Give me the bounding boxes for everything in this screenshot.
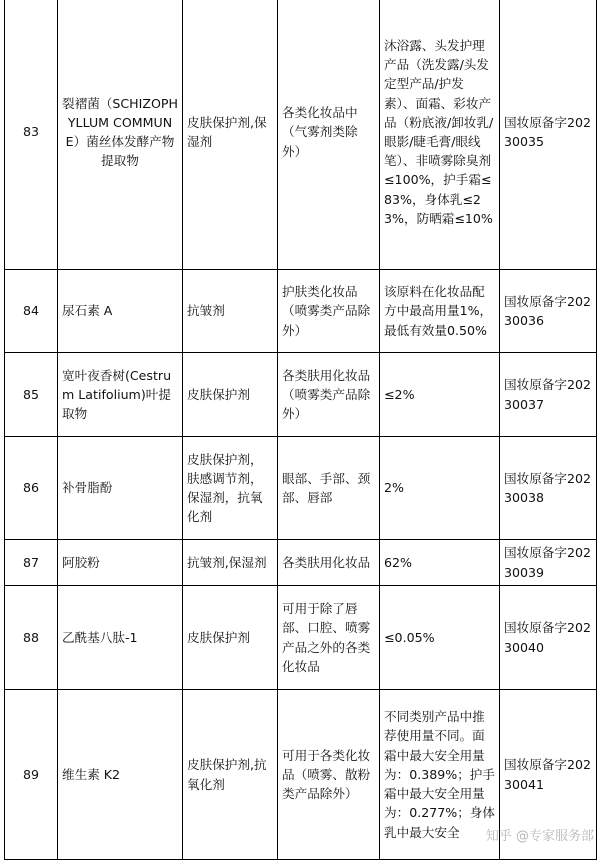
record-number: 国妆原备字20230035 <box>500 0 597 270</box>
usage-amount: ≤0.05% <box>380 586 500 690</box>
row-number: 89 <box>5 690 58 860</box>
ingredient-function: 皮肤保护剂，肤感调节剂，保湿剂，抗氧化剂 <box>183 437 278 540</box>
table-row <box>5 586 597 690</box>
row-number: 87 <box>5 540 58 586</box>
usage-scope: 各类化妆品中（气雾剂类除外） <box>278 0 380 270</box>
ingredient-table <box>4 0 597 860</box>
usage-scope: 眼部、手部、颈部、唇部 <box>278 437 380 540</box>
ingredient-name: 乙酰基八肽-1 <box>58 586 183 690</box>
ingredient-name: 维生素 K2 <box>58 690 183 860</box>
record-number: 国妆原备字20230038 <box>500 437 597 540</box>
usage-amount: 62% <box>380 540 500 586</box>
ingredient-function: 皮肤保护剂 <box>183 586 278 690</box>
usage-scope: 各类肤用化妆品 <box>278 540 380 586</box>
usage-amount: 不同类别产品中推荐使用量不同。面霜中最大安全用量为：0.389%；护手霜中最大安全用量为：0.277%；身体乳中最大安全 <box>380 690 500 860</box>
ingredient-name: 补骨脂酚 <box>58 437 183 540</box>
table-row <box>5 353 597 437</box>
row-number: 88 <box>5 586 58 690</box>
ingredient-function: 皮肤保护剂 <box>183 353 278 437</box>
table-row <box>5 540 597 586</box>
usage-amount: 沐浴露、头发护理产品（洗发露/头发定型产品/护发素）、面霜、彩妆产品（粉底液/卸妆乳/眼影/睫毛膏/眼线笔）、非喷雾除臭剂≤100%，护手霜≤83%，身体乳≤23%，防晒霜≤10% <box>380 0 500 270</box>
usage-scope: 可用于除了唇部、口腔、喷雾产品之外的各类化妆品 <box>278 586 380 690</box>
ingredient-name: 宽叶夜香树(Cestrum Latifolium)叶提取物 <box>58 353 183 437</box>
row-number: 86 <box>5 437 58 540</box>
table-row <box>5 437 597 540</box>
ingredient-function: 抗皱剂 <box>183 270 278 353</box>
row-number: 83 <box>5 0 58 270</box>
record-number: 国妆原备字20230041 <box>500 690 597 860</box>
ingredient-function: 皮肤保护剂,保湿剂 <box>183 0 278 270</box>
usage-scope: 护肤类化妆品（喷雾类产品除外） <box>278 270 380 353</box>
ingredient-name: 裂褶菌（SCHIZOPHYLLUM COMMUNE）菌丝体发酵产物提取物 <box>58 0 183 270</box>
usage-amount: ≤2% <box>380 353 500 437</box>
record-number: 国妆原备字20230037 <box>500 353 597 437</box>
ingredient-name: 阿胶粉 <box>58 540 183 586</box>
record-number: 国妆原备字20230039 <box>500 540 597 586</box>
usage-amount: 该原料在化妆品配方中最高用量1%，最低有效量0.50% <box>380 270 500 353</box>
table-row <box>5 270 597 353</box>
ingredient-name: 尿石素 A <box>58 270 183 353</box>
usage-amount: 2% <box>380 437 500 540</box>
ingredient-function: 抗皱剂,保湿剂 <box>183 540 278 586</box>
row-number: 85 <box>5 353 58 437</box>
ingredient-function: 皮肤保护剂,抗氧化剂 <box>183 690 278 860</box>
watermark: 知乎 @专家服务部 <box>485 829 594 844</box>
row-number: 84 <box>5 270 58 353</box>
usage-scope: 各类肤用化妆品（喷雾类产品除外） <box>278 353 380 437</box>
record-number: 国妆原备字20230036 <box>500 270 597 353</box>
table-row <box>5 0 597 270</box>
record-number: 国妆原备字20230040 <box>500 586 597 690</box>
usage-scope: 可用于各类化妆品（喷雾、散粉类产品除外） <box>278 690 380 860</box>
